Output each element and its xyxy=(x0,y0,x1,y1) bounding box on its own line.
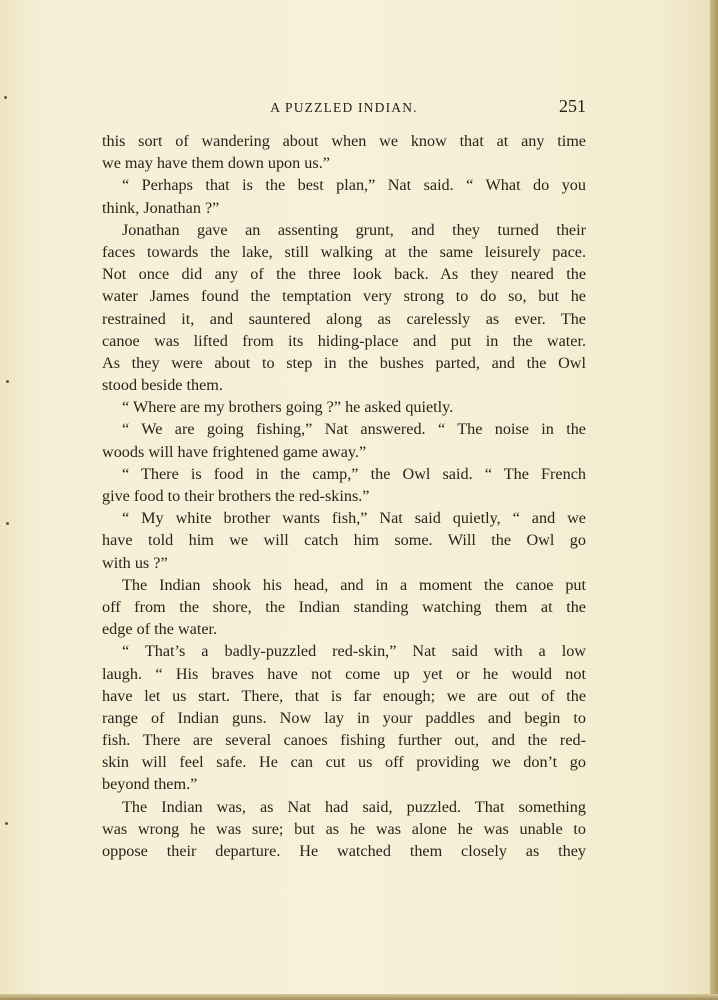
text-line: oppose their departure. He watched them closely as they xyxy=(102,842,586,860)
paper-speck xyxy=(6,380,9,383)
paper-speck xyxy=(5,822,8,825)
text-line: As they were about to step in the bushes parted, and the Owl xyxy=(102,353,586,372)
text-line: think, Jonathan ?” xyxy=(102,198,220,217)
text-line: was wrong he was sure; but as he was alone he was unable to xyxy=(102,819,586,838)
text-line: The Indian shook his head, and in a moment the canoe put xyxy=(122,575,586,594)
text-line: woods will have frightened game away.” xyxy=(102,442,367,461)
text-line: off from the shore, the Indian standing watching them at the xyxy=(102,597,586,616)
text-line: edge of the water. xyxy=(102,620,218,639)
text-line: “ Perhaps that is the best plan,” Nat said. “ What do you xyxy=(122,176,586,195)
text-line: The Indian was, as Nat had said, puzzled. That something xyxy=(122,797,586,816)
text-line: stood beside them. xyxy=(102,376,223,395)
text-line: restrained it, and sauntered along as carelessly as ever. The xyxy=(102,309,586,328)
text-line: we may have them down upon us.” xyxy=(102,154,330,173)
text-line: water James found the temptation very strong to do so, but he xyxy=(102,287,586,306)
text-line: have let us start. There, that is far enough; we are out of the xyxy=(102,686,586,705)
text-line: beyond them.” xyxy=(102,775,198,794)
page-edge-right xyxy=(710,0,718,1000)
text-line: give food to their brothers the red-skins.” xyxy=(102,487,370,505)
paper-speck xyxy=(6,522,9,525)
text-line: laugh. “ His braves have not come up yet or he would not xyxy=(102,664,586,683)
text-line: fish. There are several canoes fishing further out, and the red- xyxy=(102,731,586,750)
paper-speck xyxy=(4,96,7,99)
text-line: faces towards the lake, still walking at the same leisurely pace. xyxy=(102,242,586,261)
body-text xyxy=(102,130,586,862)
text-line: have told him we will catch him some. Will the Owl go xyxy=(102,531,586,550)
text-line: range of Indian guns. Now lay in your paddles and begin to xyxy=(102,708,586,727)
text-line: “ My white brother wants fish,” Nat said quietly, “ and we xyxy=(122,509,586,528)
page-header xyxy=(102,96,586,120)
text-line: canoe was lifted from its hiding-place and put in the water. xyxy=(102,331,586,350)
text-line: with us ?” xyxy=(102,553,168,572)
text-line: skin will feel safe. He can cut us off providing we don’t go xyxy=(102,753,586,772)
text-line: “ We are going fishing,” Nat answered. “ The noise in the xyxy=(122,420,586,439)
running-head: A PUZZLED INDIAN. xyxy=(270,100,418,115)
text-line: Not once did any of the three look back. As they neared the xyxy=(102,265,586,284)
text-line: Jonathan gave an assenting grunt, and they turned their xyxy=(122,220,586,239)
text-line: “ There is food in the camp,” the Owl said. “ The French xyxy=(122,464,586,483)
page-edge-bottom xyxy=(0,994,718,1000)
text-line: “ Where are my brothers going ?” he asked quietly. xyxy=(122,398,454,417)
page-number: 251 xyxy=(559,96,586,116)
text-line: this sort of wandering about when we know that at any time xyxy=(102,132,586,150)
text-line: “ That’s a badly-puzzled red-skin,” Nat said with a low xyxy=(122,642,586,661)
